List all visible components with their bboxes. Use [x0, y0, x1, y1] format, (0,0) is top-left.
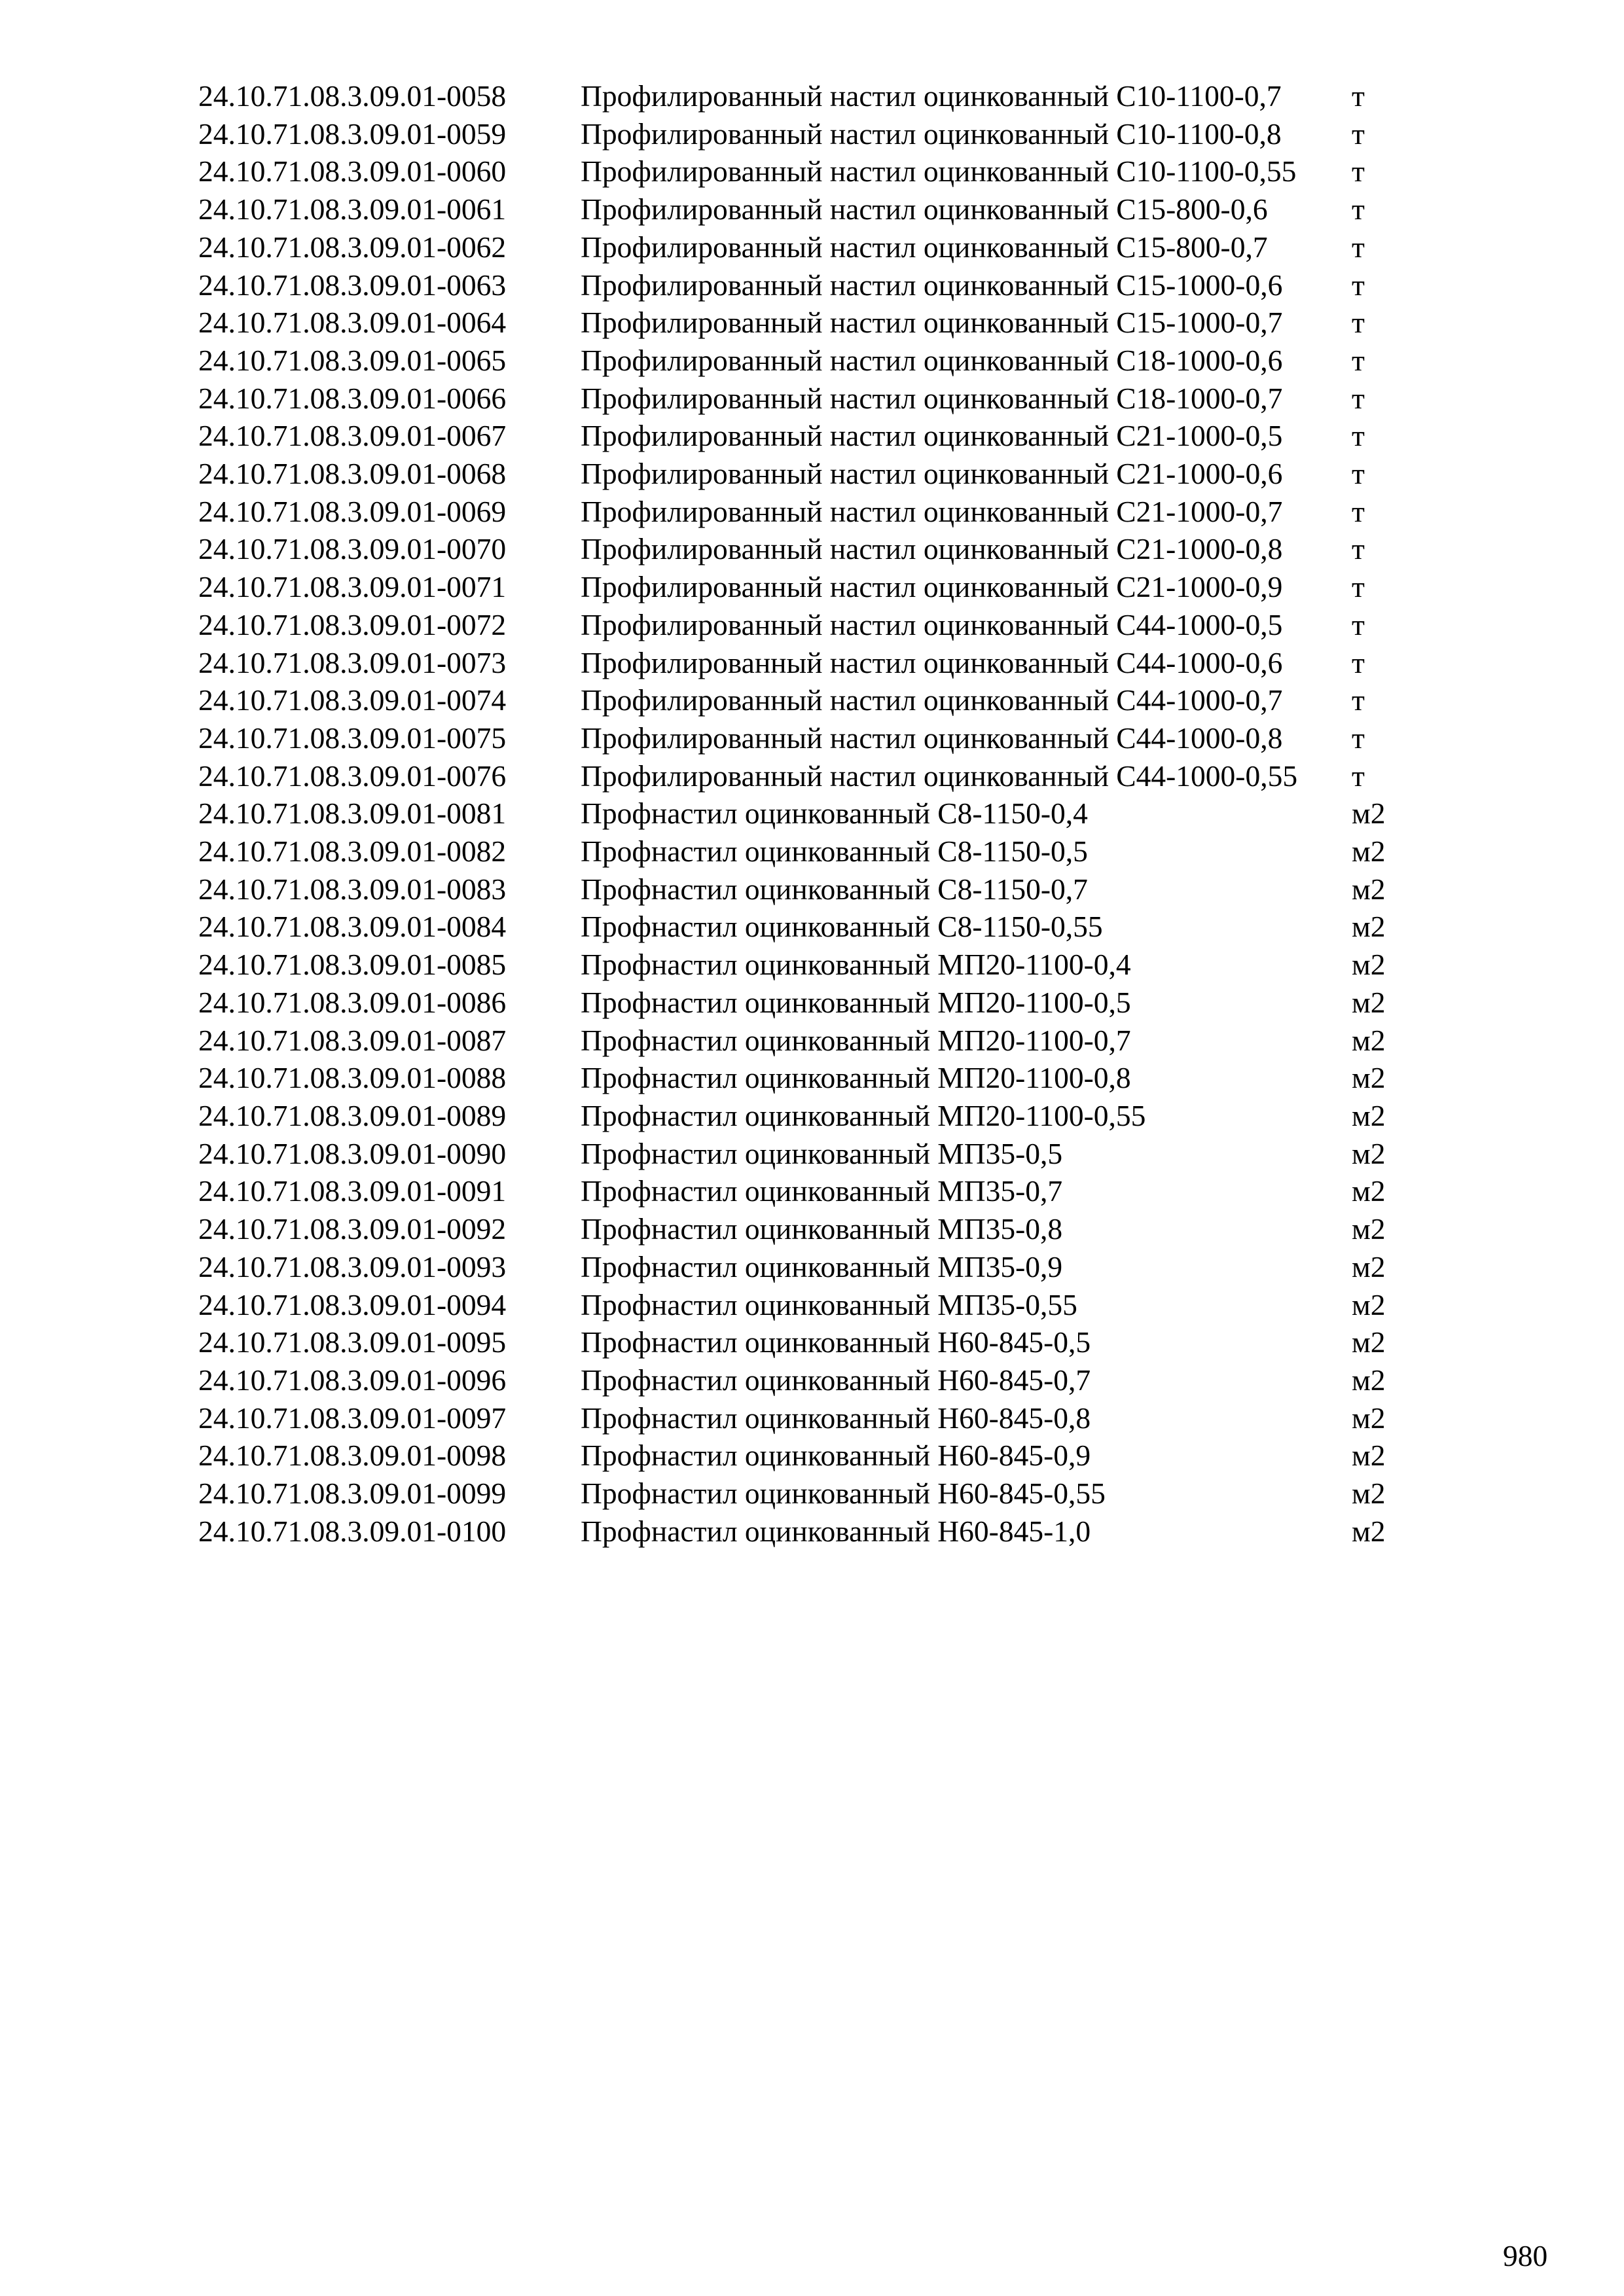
row-code: 24.10.71.08.3.09.01-0091 — [198, 1174, 507, 1208]
row-unit: м2 — [1352, 1477, 1386, 1511]
table-row — [198, 644, 1442, 682]
row-name: Профнастил оцинкованный Н60-845-0,7 — [581, 1363, 1091, 1397]
row-code: 24.10.71.08.3.09.01-0059 — [198, 117, 507, 151]
table-row — [198, 833, 1442, 870]
row-code: 24.10.71.08.3.09.01-0074 — [198, 683, 507, 717]
row-unit: т — [1352, 79, 1365, 113]
row-unit: т — [1352, 343, 1365, 377]
row-unit: т — [1352, 419, 1365, 453]
row-code: 24.10.71.08.3.09.01-0092 — [198, 1212, 507, 1246]
row-unit: т — [1352, 154, 1365, 188]
table-row — [198, 455, 1442, 493]
table-row — [198, 417, 1442, 455]
row-name: Профнастил оцинкованный МП35-0,9 — [581, 1249, 1063, 1283]
row-unit: т — [1352, 192, 1365, 226]
row-name: Профилированный настил оцинкованный С21-1000-0,5 — [581, 419, 1283, 453]
page-number: 980 — [1503, 2239, 1548, 2272]
row-name: Профнастил оцинкованный МП35-0,7 — [581, 1174, 1063, 1208]
row-name: Профилированный настил оцинкованный С10-1100-0,7 — [581, 79, 1282, 113]
row-unit: т — [1352, 117, 1365, 151]
row-unit: т — [1352, 494, 1365, 528]
row-unit: м2 — [1352, 1249, 1386, 1283]
row-code: 24.10.71.08.3.09.01-0058 — [198, 79, 507, 113]
row-code: 24.10.71.08.3.09.01-0062 — [198, 230, 507, 264]
row-name: Профнастил оцинкованный С8-1150-0,5 — [581, 834, 1088, 869]
row-code: 24.10.71.08.3.09.01-0090 — [198, 1136, 507, 1170]
row-name: Профилированный настил оцинкованный С44-1000-0,7 — [581, 683, 1283, 717]
row-code: 24.10.71.08.3.09.01-0089 — [198, 1098, 507, 1132]
row-unit: м2 — [1352, 1287, 1386, 1321]
row-code: 24.10.71.08.3.09.01-0088 — [198, 1061, 507, 1095]
row-unit: м2 — [1352, 1023, 1386, 1057]
row-unit: т — [1352, 759, 1365, 793]
table-row — [198, 115, 1442, 153]
row-code: 24.10.71.08.3.09.01-0064 — [198, 306, 507, 340]
table-row — [198, 1022, 1442, 1060]
row-name: Профилированный настил оцинкованный С21-1000-0,7 — [581, 494, 1283, 528]
row-code: 24.10.71.08.3.09.01-0072 — [198, 607, 507, 641]
table-row — [198, 530, 1442, 568]
row-unit: т — [1352, 381, 1365, 415]
table-row — [198, 190, 1442, 228]
row-name: Профнастил оцинкованный МП20-1100-0,5 — [581, 985, 1131, 1019]
row-unit: т — [1352, 721, 1365, 755]
row-code: 24.10.71.08.3.09.01-0099 — [198, 1477, 507, 1511]
row-unit: т — [1352, 230, 1365, 264]
row-name: Профнастил оцинкованный Н60-845-0,9 — [581, 1439, 1091, 1473]
row-name: Профилированный настил оцинкованный С21-1000-0,9 — [581, 570, 1283, 604]
table-row — [198, 946, 1442, 984]
row-name: Профнастил оцинкованный Н60-845-0,5 — [581, 1325, 1091, 1359]
row-name: Профилированный настил оцинкованный С15-1000-0,7 — [581, 306, 1283, 340]
row-name: Профнастил оцинкованный МП35-0,55 — [581, 1287, 1077, 1321]
row-unit: т — [1352, 457, 1365, 491]
table-row — [198, 342, 1442, 380]
table-row — [198, 1513, 1442, 1551]
table-row — [198, 1172, 1442, 1210]
row-code: 24.10.71.08.3.09.01-0097 — [198, 1401, 507, 1435]
row-code: 24.10.71.08.3.09.01-0073 — [198, 645, 507, 679]
row-name: Профнастил оцинкованный МП20-1100-0,8 — [581, 1061, 1131, 1095]
row-unit: т — [1352, 306, 1365, 340]
table-row — [198, 1059, 1442, 1097]
table-row — [198, 606, 1442, 644]
row-unit: м2 — [1352, 910, 1386, 944]
row-name: Профнастил оцинкованный МП20-1100-0,4 — [581, 948, 1131, 982]
row-unit: м2 — [1352, 1136, 1386, 1170]
row-code: 24.10.71.08.3.09.01-0071 — [198, 570, 507, 604]
row-name: Профилированный настил оцинкованный С21-1000-0,6 — [581, 457, 1283, 491]
row-unit: м2 — [1352, 1174, 1386, 1208]
row-name: Профнастил оцинкованный Н60-845-0,55 — [581, 1477, 1106, 1511]
table-row — [198, 228, 1442, 266]
row-name: Профилированный настил оцинкованный С10-1100-0,8 — [581, 117, 1282, 151]
row-code: 24.10.71.08.3.09.01-0076 — [198, 759, 507, 793]
row-unit: т — [1352, 645, 1365, 679]
row-name: Профнастил оцинкованный С8-1150-0,7 — [581, 872, 1088, 906]
row-name: Профнастил оцинкованный МП20-1100-0,7 — [581, 1023, 1131, 1057]
row-code: 24.10.71.08.3.09.01-0100 — [198, 1514, 507, 1548]
table-row — [198, 1323, 1442, 1361]
row-name: Профнастил оцинкованный МП20-1100-0,55 — [581, 1098, 1146, 1132]
table-row — [198, 719, 1442, 757]
row-code: 24.10.71.08.3.09.01-0094 — [198, 1287, 507, 1321]
row-name: Профилированный настил оцинкованный С15-800-0,7 — [581, 230, 1268, 264]
row-unit: т — [1352, 607, 1365, 641]
row-code: 24.10.71.08.3.09.01-0068 — [198, 457, 507, 491]
row-unit: м2 — [1352, 985, 1386, 1019]
row-name: Профнастил оцинкованный Н60-845-0,8 — [581, 1401, 1091, 1435]
table-row — [198, 380, 1442, 418]
row-unit: т — [1352, 683, 1365, 717]
table-row — [198, 152, 1442, 190]
table-row — [198, 1399, 1442, 1437]
row-name: Профнастил оцинкованный МП35-0,5 — [581, 1136, 1063, 1170]
table-row — [198, 984, 1442, 1022]
row-name: Профилированный настил оцинкованный С44-1000-0,5 — [581, 607, 1283, 641]
row-unit: м2 — [1352, 1514, 1386, 1548]
table-row — [198, 1248, 1442, 1286]
table-row — [198, 266, 1442, 304]
row-name: Профилированный настил оцинкованный С15-1000-0,6 — [581, 268, 1283, 302]
row-code: 24.10.71.08.3.09.01-0095 — [198, 1325, 507, 1359]
row-name: Профилированный настил оцинкованный С44-1000-0,6 — [581, 645, 1283, 679]
row-code: 24.10.71.08.3.09.01-0082 — [198, 834, 507, 869]
row-unit: м2 — [1352, 1098, 1386, 1132]
row-unit: м2 — [1352, 834, 1386, 869]
row-code: 24.10.71.08.3.09.01-0061 — [198, 192, 507, 226]
row-code: 24.10.71.08.3.09.01-0093 — [198, 1249, 507, 1283]
row-code: 24.10.71.08.3.09.01-0096 — [198, 1363, 507, 1397]
price-list-table — [198, 77, 1442, 1550]
table-row — [198, 1286, 1442, 1324]
row-name: Профилированный настил оцинкованный С18-1000-0,7 — [581, 381, 1283, 415]
row-code: 24.10.71.08.3.09.01-0063 — [198, 268, 507, 302]
row-name: Профилированный настил оцинкованный С18-1000-0,6 — [581, 343, 1283, 377]
row-name: Профилированный настил оцинкованный С15-800-0,6 — [581, 192, 1268, 226]
table-row — [198, 681, 1442, 719]
row-code: 24.10.71.08.3.09.01-0069 — [198, 494, 507, 528]
row-unit: м2 — [1352, 1212, 1386, 1246]
table-row — [198, 568, 1442, 606]
row-name: Профнастил оцинкованный С8-1150-0,55 — [581, 910, 1103, 944]
row-code: 24.10.71.08.3.09.01-0065 — [198, 343, 507, 377]
table-row — [198, 1475, 1442, 1513]
row-code: 24.10.71.08.3.09.01-0087 — [198, 1023, 507, 1057]
row-code: 24.10.71.08.3.09.01-0083 — [198, 872, 507, 906]
row-name: Профнастил оцинкованный МП35-0,8 — [581, 1212, 1063, 1246]
row-name: Профилированный настил оцинкованный С21-1000-0,8 — [581, 532, 1283, 566]
row-unit: т — [1352, 570, 1365, 604]
row-unit: м2 — [1352, 1061, 1386, 1095]
table-row — [198, 757, 1442, 795]
row-unit: м2 — [1352, 1401, 1386, 1435]
table-row — [198, 1097, 1442, 1135]
table-row — [198, 304, 1442, 342]
row-code: 24.10.71.08.3.09.01-0081 — [198, 797, 507, 831]
table-row — [198, 1437, 1442, 1475]
row-code: 24.10.71.08.3.09.01-0075 — [198, 721, 507, 755]
row-code: 24.10.71.08.3.09.01-0066 — [198, 381, 507, 415]
row-code: 24.10.71.08.3.09.01-0086 — [198, 985, 507, 1019]
row-code: 24.10.71.08.3.09.01-0084 — [198, 910, 507, 944]
table-row — [198, 795, 1442, 833]
table-row — [198, 870, 1442, 908]
row-code: 24.10.71.08.3.09.01-0070 — [198, 532, 507, 566]
row-code: 24.10.71.08.3.09.01-0085 — [198, 948, 507, 982]
row-name: Профнастил оцинкованный С8-1150-0,4 — [581, 797, 1088, 831]
table-row — [198, 1210, 1442, 1248]
row-name: Профилированный настил оцинкованный С44-1000-0,8 — [581, 721, 1283, 755]
row-unit: м2 — [1352, 797, 1386, 831]
row-code: 24.10.71.08.3.09.01-0067 — [198, 419, 507, 453]
row-unit: м2 — [1352, 1363, 1386, 1397]
table-row — [198, 1135, 1442, 1173]
row-unit: т — [1352, 532, 1365, 566]
row-name: Профилированный настил оцинкованный С10-1100-0,55 — [581, 154, 1297, 188]
table-row — [198, 493, 1442, 531]
row-unit: м2 — [1352, 1439, 1386, 1473]
table-row — [198, 77, 1442, 115]
table-row — [198, 1361, 1442, 1399]
row-code: 24.10.71.08.3.09.01-0098 — [198, 1439, 507, 1473]
row-name: Профнастил оцинкованный Н60-845-1,0 — [581, 1514, 1091, 1548]
row-unit: м2 — [1352, 948, 1386, 982]
row-name: Профилированный настил оцинкованный С44-1000-0,55 — [581, 759, 1298, 793]
row-code: 24.10.71.08.3.09.01-0060 — [198, 154, 507, 188]
row-unit: м2 — [1352, 1325, 1386, 1359]
row-unit: т — [1352, 268, 1365, 302]
table-row — [198, 908, 1442, 946]
row-unit: м2 — [1352, 872, 1386, 906]
